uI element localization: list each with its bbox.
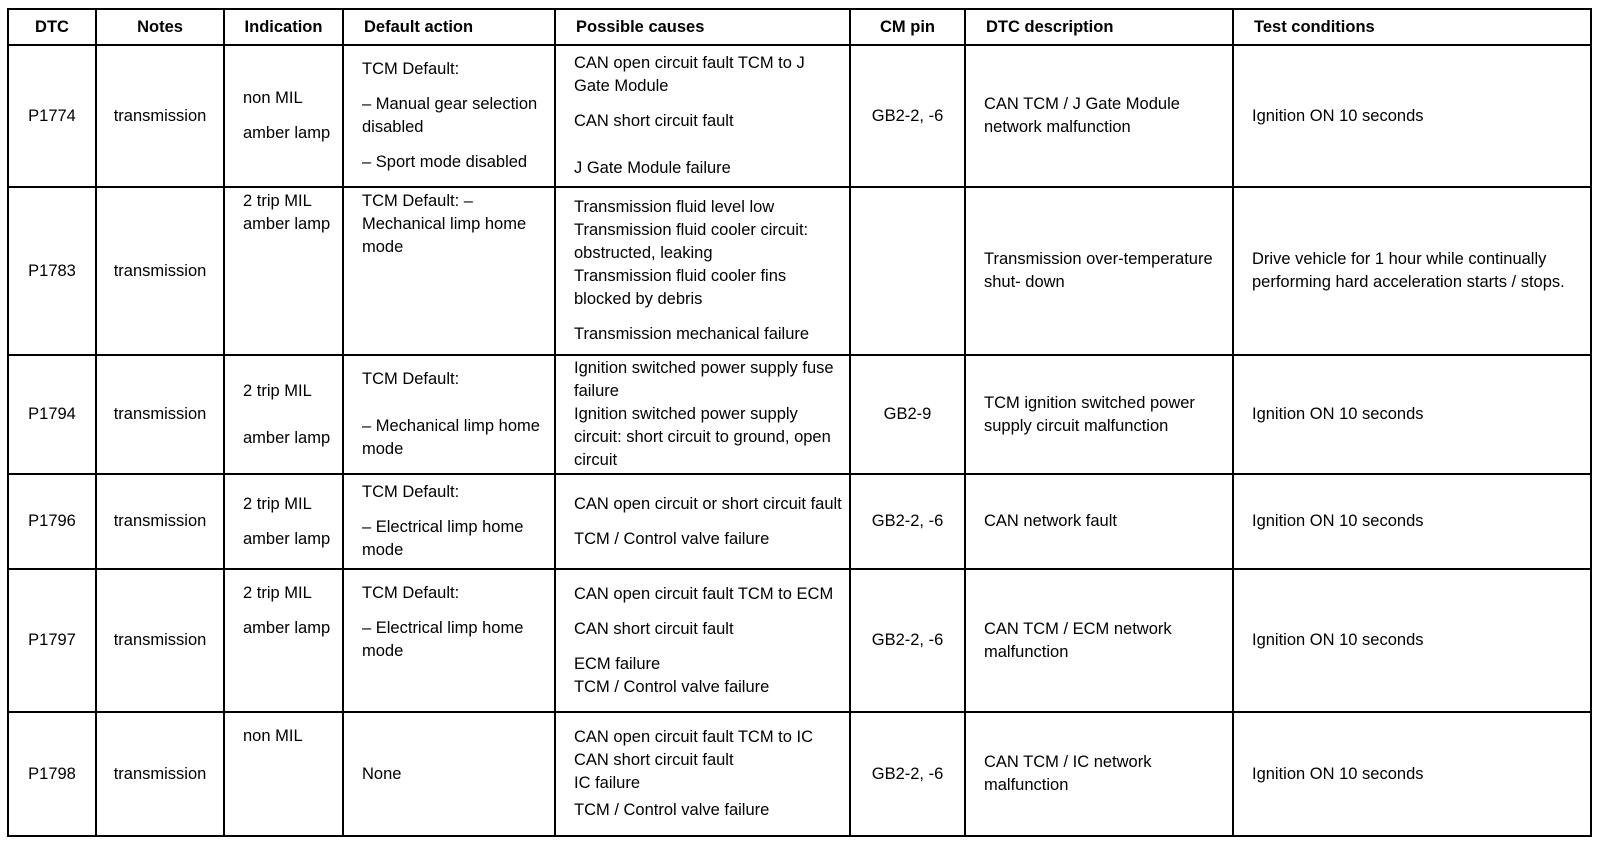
cause-line: CAN short circuit fault bbox=[574, 619, 734, 638]
default-action-line: – Electrical limp home mode bbox=[362, 518, 524, 559]
header-notes: Notes bbox=[96, 9, 224, 45]
indication-cell bbox=[224, 712, 343, 836]
cm-pin-cell: GB2-2, -6 bbox=[850, 45, 965, 187]
indication-line: amber lamp bbox=[243, 619, 331, 637]
table-row bbox=[8, 45, 1591, 187]
causes-cell bbox=[555, 569, 850, 712]
dtc-code: P1794 bbox=[8, 355, 96, 474]
test-conditions-cell: Drive vehicle for 1 hour while continually performing hard acceleration starts / stops. bbox=[1233, 187, 1591, 355]
cause-line: Transmission fluid level low bbox=[574, 198, 775, 216]
cause-line: ECM failure bbox=[574, 654, 661, 673]
indication-line: 2 trip MIL bbox=[243, 494, 312, 513]
notes-cell: transmission bbox=[96, 45, 224, 187]
default-action-cell bbox=[343, 474, 555, 569]
default-action-line: – Mechanical limp home mode bbox=[362, 417, 540, 458]
header-default-action: Default action bbox=[343, 9, 555, 45]
indication-cell bbox=[224, 569, 343, 712]
notes-cell: transmission bbox=[96, 712, 224, 836]
test-conditions-cell: Ignition ON 10 seconds bbox=[1233, 569, 1591, 712]
test-conditions-cell: Ignition ON 10 seconds bbox=[1233, 45, 1591, 187]
test-conditions-cell: Ignition ON 10 seconds bbox=[1233, 474, 1591, 569]
default-action-line: TCM Default: bbox=[362, 370, 460, 388]
indication-line: 2 trip MIL bbox=[243, 584, 312, 602]
dtc-code: P1798 bbox=[8, 712, 96, 836]
default-action-line: TCM Default: bbox=[362, 584, 460, 602]
table-row bbox=[8, 474, 1591, 569]
cause-line: Ignition switched power supply circuit: short circuit to ground, open circuit bbox=[574, 405, 831, 469]
notes-cell: transmission bbox=[96, 569, 224, 712]
default-action-line: – Sport mode disabled bbox=[362, 153, 528, 171]
default-action-cell bbox=[343, 712, 555, 836]
cause-line: Ignition switched power supply fuse failure bbox=[574, 359, 834, 400]
default-action-line: – Manual gear selection disabled bbox=[362, 95, 538, 136]
cause-line: Transmission mechanical failure bbox=[574, 325, 810, 343]
default-action-line: TCM Default: bbox=[362, 60, 460, 78]
indication-cell bbox=[224, 474, 343, 569]
dtc-table bbox=[7, 8, 1592, 837]
header-cm-pin: CM pin bbox=[850, 9, 965, 45]
cause-line: TCM / Control valve failure bbox=[574, 529, 770, 548]
indication-cell bbox=[224, 355, 343, 474]
cause-line: Transmission fluid cooler circuit: obstructed, leaking bbox=[574, 221, 809, 262]
cause-line: J Gate Module failure bbox=[574, 159, 731, 177]
table-row bbox=[8, 355, 1591, 474]
indication-line: non MIL bbox=[243, 727, 303, 745]
cause-line: TCM / Control valve failure bbox=[574, 677, 770, 696]
cm-pin-cell: GB2-9 bbox=[850, 355, 965, 474]
indication-cell bbox=[224, 45, 343, 187]
table-row bbox=[8, 187, 1591, 355]
notes-cell: transmission bbox=[96, 187, 224, 355]
header-dtc: DTC bbox=[8, 9, 96, 45]
cm-pin-cell: GB2-2, -6 bbox=[850, 474, 965, 569]
default-action-cell bbox=[343, 569, 555, 712]
cm-pin-cell: GB2-2, -6 bbox=[850, 712, 965, 836]
causes-cell bbox=[555, 474, 850, 569]
default-action-cell bbox=[343, 355, 555, 474]
indication-line: 2 trip MIL amber lamp bbox=[243, 192, 331, 233]
cause-line: CAN open circuit fault TCM to ECM bbox=[574, 584, 834, 603]
cause-line: CAN short circuit fault bbox=[574, 751, 734, 769]
default-action-line: None bbox=[362, 764, 402, 783]
default-action-line: – Electrical limp home mode bbox=[362, 619, 524, 660]
table-row bbox=[8, 712, 1591, 836]
causes-cell bbox=[555, 45, 850, 187]
cause-line: CAN open circuit fault TCM to J Gate Module bbox=[574, 54, 805, 95]
causes-cell bbox=[555, 187, 850, 355]
dtc-code: P1774 bbox=[8, 45, 96, 187]
notes-cell: transmission bbox=[96, 474, 224, 569]
header-dtc-description: DTC description bbox=[965, 9, 1233, 45]
indication-line: amber lamp bbox=[243, 124, 331, 142]
table-row bbox=[8, 569, 1591, 712]
header-indication: Indication bbox=[224, 9, 343, 45]
dtc-code: P1797 bbox=[8, 569, 96, 712]
causes-cell bbox=[555, 712, 850, 836]
description-cell: Transmission over-temperature shut- down bbox=[965, 187, 1233, 355]
cause-line: CAN open circuit or short circuit fault bbox=[574, 494, 842, 513]
cause-line: TCM / Control valve failure bbox=[574, 801, 770, 819]
causes-cell bbox=[555, 355, 850, 474]
header-possible-causes: Possible causes bbox=[555, 9, 850, 45]
indication-line: 2 trip MIL bbox=[243, 381, 312, 400]
cause-line: CAN open circuit fault TCM to IC bbox=[574, 728, 814, 746]
indication-line: amber lamp bbox=[243, 428, 331, 447]
header-test-conditions: Test conditions bbox=[1233, 9, 1591, 45]
dtc-code: P1796 bbox=[8, 474, 96, 569]
indication-line: amber lamp bbox=[243, 529, 331, 548]
description-cell: TCM ignition switched power supply circuit malfunction bbox=[965, 355, 1233, 474]
description-cell: CAN TCM / J Gate Module network malfunction bbox=[965, 45, 1233, 187]
default-action-line: TCM Default: bbox=[362, 483, 460, 501]
indication-cell bbox=[224, 187, 343, 355]
description-cell: CAN TCM / ECM network malfunction bbox=[965, 569, 1233, 712]
default-action-line: TCM Default: – Mechanical limp home mode bbox=[362, 192, 527, 256]
header-row bbox=[8, 9, 1591, 45]
description-cell: CAN TCM / IC network malfunction bbox=[965, 712, 1233, 836]
cm-pin-cell: GB2-2, -6 bbox=[850, 569, 965, 712]
description-cell: CAN network fault bbox=[965, 474, 1233, 569]
cause-line: IC failure bbox=[574, 774, 641, 792]
indication-line: non MIL bbox=[243, 89, 303, 107]
cause-line: Transmission fluid cooler fins blocked by debris bbox=[574, 267, 787, 308]
cm-pin-cell bbox=[850, 187, 965, 355]
test-conditions-cell: Ignition ON 10 seconds bbox=[1233, 355, 1591, 474]
notes-cell: transmission bbox=[96, 355, 224, 474]
default-action-cell bbox=[343, 45, 555, 187]
dtc-code: P1783 bbox=[8, 187, 96, 355]
cause-line: CAN short circuit fault bbox=[574, 112, 734, 130]
test-conditions-cell: Ignition ON 10 seconds bbox=[1233, 712, 1591, 836]
default-action-cell bbox=[343, 187, 555, 355]
